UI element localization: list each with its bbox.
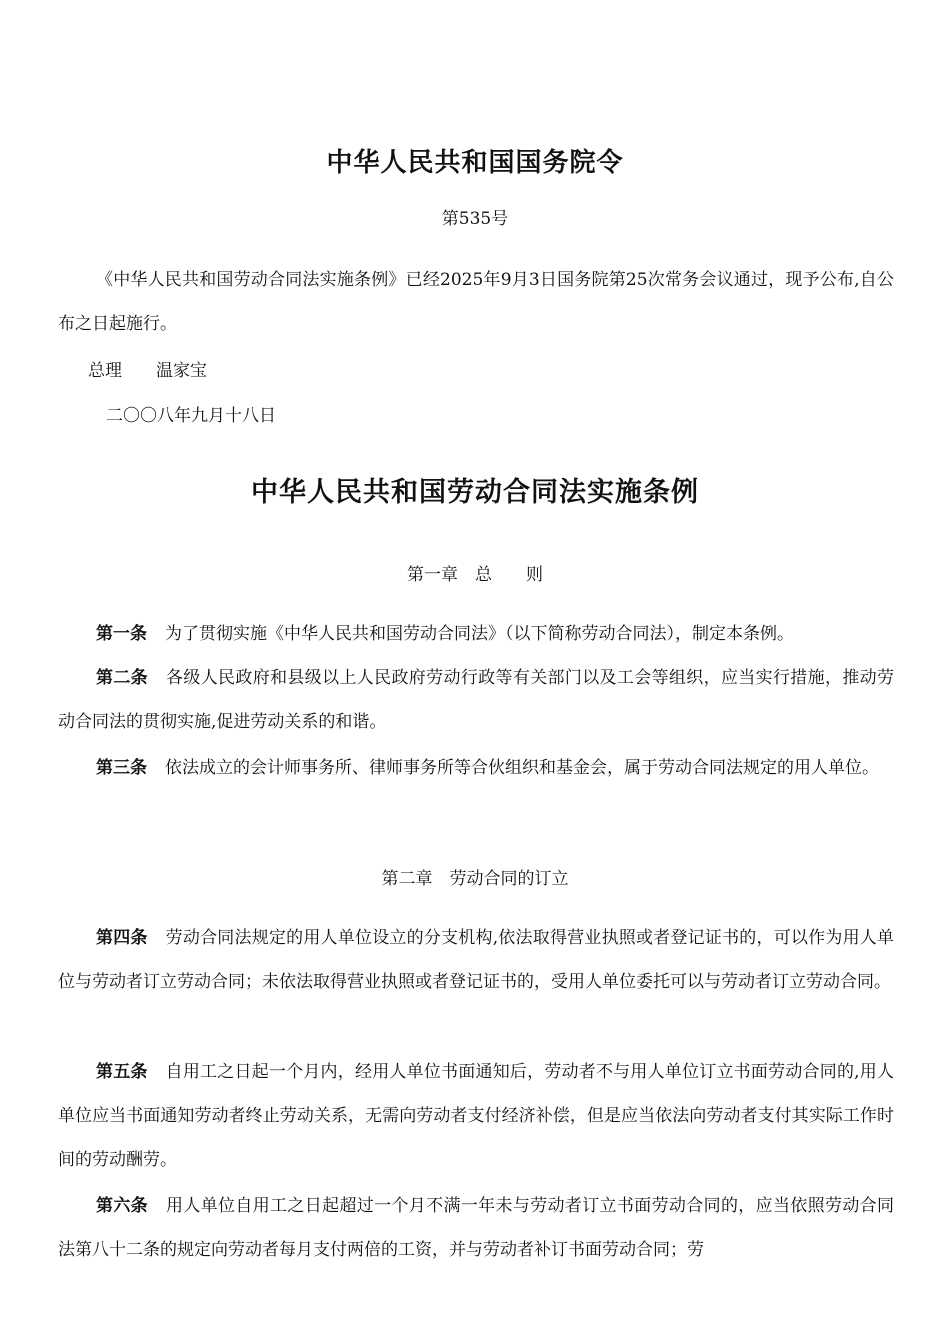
- article-text: 为了贯彻实施《中华人民共和国劳动合同法》（以下简称劳动合同法），制定本条例。: [165, 624, 794, 644]
- article-text: 依法成立的会计师事务所、律师事务所等合伙组织和基金会，属于劳动合同法规定的用人单位。: [165, 758, 879, 778]
- signer: 总理 温家宝: [88, 361, 207, 381]
- chapter-heading: 第二章 劳动合同的订立: [381, 869, 569, 889]
- article-label: 第五条: [96, 1062, 148, 1082]
- article: [58, 916, 894, 1004]
- article-label: 第二条: [96, 668, 149, 688]
- article-label: 第六条: [96, 1196, 149, 1216]
- article: [58, 1050, 894, 1182]
- article-text: 各级人民政府和县级以上人民政府劳动行政等有关部门以及工会等组织，应当实行措施，推动劳动合同法的贯彻实施,促进劳动关系的和谐。: [58, 668, 895, 732]
- decree-date: 二〇〇八年九月十八日: [106, 406, 276, 426]
- decree-body: 《中华人民共和国劳动合同法实施条例》已经2025年9月3日国务院第25次常务会议通过，现予公布,自公布之日起施行。: [58, 270, 894, 334]
- article: [58, 746, 894, 790]
- regulation-title: 中华人民共和国劳动合同法实施条例: [251, 477, 699, 508]
- article-label: 第三条: [96, 758, 147, 778]
- article-label: 第一条: [96, 624, 147, 644]
- article-text: 自用工之日起一个月内，经用人单位书面通知后，劳动者不与用人单位订立书面劳动合同的,用人单位应当书面通知劳动者终止劳动关系，无需向劳动者支付经济补偿，但是应当依法向劳动者支付其实际工作时间的劳动酬劳。: [58, 1062, 894, 1170]
- article: [58, 656, 894, 744]
- article: [58, 612, 894, 656]
- decree-title: 中华人民共和国国务院令: [326, 148, 624, 178]
- chapter-heading: 第一章 总 则: [407, 565, 543, 585]
- article-text: 用人单位自用工之日起超过一个月不满一年未与劳动者订立书面劳动合同的，应当依照劳动合同法第八十二条的规定向劳动者每月支付两倍的工资，并与劳动者补订书面劳动合同；劳: [58, 1196, 895, 1260]
- decree-number: 第535号: [441, 209, 509, 229]
- article-text: 劳动合同法规定的用人单位设立的分支机构,依法取得营业执照或者登记证书的，可以作为用人单位与劳动者订立劳动合同；未依法取得营业执照或者登记证书的，受用人单位委托可以与劳动者订立劳动合同。: [58, 928, 894, 992]
- article: [58, 1184, 894, 1272]
- article-label: 第四条: [96, 928, 148, 948]
